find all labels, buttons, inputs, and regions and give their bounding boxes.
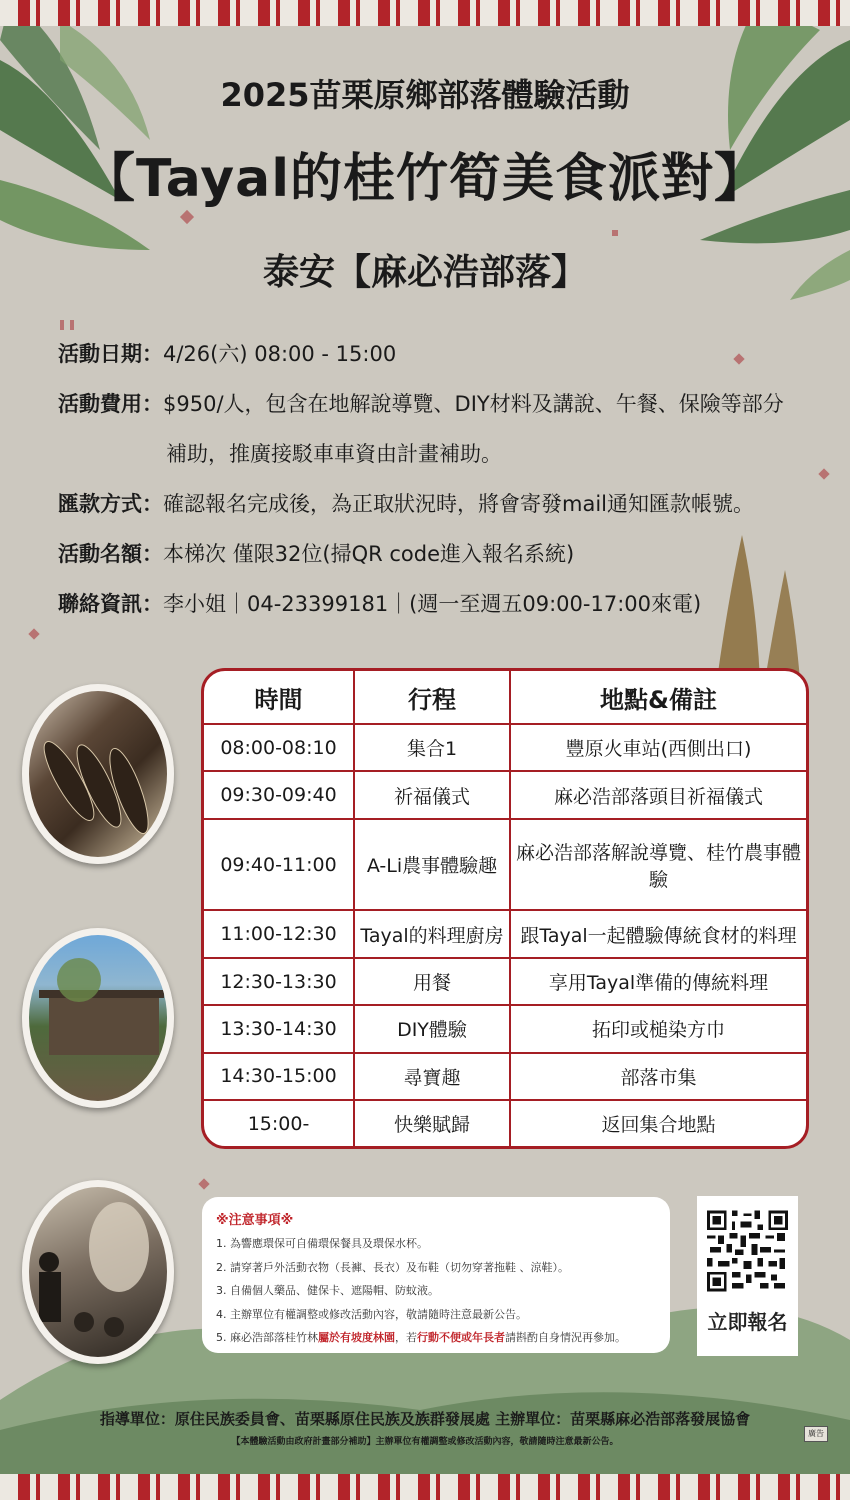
notes-title: ※注意事項※	[216, 1213, 294, 1228]
info-contact-value: 李小姐｜04-23399181｜(週一至週五09:00-17:00來電)	[163, 592, 702, 616]
qr-code-icon[interactable]	[707, 1206, 788, 1296]
row-time: 08:00-08:10	[204, 724, 354, 771]
photo-tribe-guide	[22, 1180, 174, 1364]
table-row	[204, 819, 806, 911]
table-row	[204, 1053, 806, 1100]
note-item-5-part-c: ，若	[395, 1331, 417, 1344]
table-row	[204, 1005, 806, 1052]
info-payment-label: 匯款方式：	[58, 492, 163, 516]
table-row	[204, 958, 806, 1005]
info-contact-label: 聯絡資訊：	[58, 592, 163, 616]
info-date-value: 4/26(六) 08:00 - 15:00	[163, 342, 397, 366]
note-item-5-part-e: 請斟酌自身情況再參加。	[505, 1331, 626, 1344]
row-time: 15:00-	[204, 1100, 354, 1146]
event-series-title: 2025苗栗原鄉部落體驗活動	[220, 76, 630, 114]
note-item-2: 2. 請穿著戶外活動衣物（長褲、長衣）及布鞋（切勿穿著拖鞋 、涼鞋）。	[216, 1260, 569, 1274]
row-activity: 尋寶趣	[354, 1053, 510, 1100]
note-item-1: 1. 為響應環保可自備環保餐具及環保水杯。	[216, 1237, 428, 1250]
row-location: 拓印或槌染方巾	[510, 1005, 806, 1052]
info-fee-value: $950/人，包含在地解說導覽、DIY材料及講說、午餐、保險等部分	[163, 392, 784, 416]
row-activity: 用餐	[354, 958, 510, 1005]
schedule-header-row	[204, 671, 806, 724]
table-row	[204, 1100, 806, 1146]
tribe-guide-image	[29, 1187, 167, 1357]
row-location: 返回集合地點	[510, 1100, 806, 1146]
schedule-table	[204, 671, 806, 1146]
row-time: 12:30-13:30	[204, 958, 354, 1005]
info-quota-label: 活動名額：	[58, 542, 163, 566]
info-quota-value: 本梯次 僅限32位(掃QR code進入報名系統)	[163, 542, 575, 566]
info-payment	[58, 488, 818, 518]
table-row	[204, 771, 806, 818]
row-time: 09:30-09:40	[204, 771, 354, 818]
note-item-5	[216, 1326, 656, 1350]
event-title: 【Tayal的桂竹筍美食派對】	[82, 149, 768, 209]
photo-bamboo-shoots	[22, 684, 174, 864]
event-location-title: 泰安【麻必浩部落】	[262, 252, 587, 293]
bottom-stripe-border	[0, 1474, 850, 1500]
row-time: 14:30-15:00	[204, 1053, 354, 1100]
row-activity: DIY體驗	[354, 1005, 510, 1052]
tribe-house-image	[29, 935, 167, 1101]
info-date	[58, 338, 818, 368]
header-time: 時間	[204, 671, 354, 724]
row-location: 豐原火車站(西側出口)	[510, 724, 806, 771]
ad-tag: 廣告	[804, 1426, 828, 1442]
info-fee-value-cont: 補助，推廣接駁車車資由計畫補助。	[166, 442, 502, 466]
row-activity: 快樂賦歸	[354, 1100, 510, 1146]
row-time: 11:00-12:30	[204, 910, 354, 957]
note-item-5-part-a: 5. 麻必浩部落桂竹林	[216, 1331, 318, 1344]
top-stripe-border	[0, 0, 850, 26]
signup-label[interactable]: 立即報名	[707, 1310, 788, 1334]
disclaimer-text: 【本體驗活動由政府計畫部分補助】主辦單位有權調整或修改活動內容，敬請隨時注意最新公告。	[231, 1437, 619, 1447]
row-location: 部落市集	[510, 1053, 806, 1100]
row-location: 跟Tayal一起體驗傳統食材的料理	[510, 910, 806, 957]
info-fee-label: 活動費用：	[58, 392, 163, 416]
row-time: 13:30-14:30	[204, 1005, 354, 1052]
bamboo-shoots-image	[29, 691, 167, 857]
notes-box	[202, 1197, 670, 1353]
row-time: 09:40-11:00	[204, 819, 354, 911]
note-item-4: 4. 主辦單位有權調整或修改活動內容，敬請隨時注意最新公告。	[216, 1307, 527, 1321]
row-activity: 祈福儀式	[354, 771, 510, 818]
table-row	[204, 910, 806, 957]
row-activity: A-Li農事體驗趣	[354, 819, 510, 911]
row-location: 麻必浩部落頭目祈福儀式	[510, 771, 806, 818]
leaf-decoration-left	[0, 0, 150, 250]
organizers-text: 指導單位：原住民族委員會、苗栗縣原住民族及族群發展處 主辦單位：苗栗縣麻必浩部落發展協會	[99, 1410, 751, 1428]
note-item-5-highlight-elderly: 行動不便或年長者	[417, 1331, 505, 1344]
table-row	[204, 724, 806, 771]
header-itinerary: 行程	[354, 671, 510, 724]
row-activity: Tayal的料理廚房	[354, 910, 510, 957]
photo-tribe-house	[22, 928, 174, 1108]
row-activity: 集合1	[354, 724, 510, 771]
schedule-table-container	[201, 668, 809, 1149]
row-location: 麻必浩部落解說導覽、桂竹農事體驗	[510, 819, 806, 911]
info-quota	[58, 538, 818, 568]
info-contact	[58, 588, 818, 618]
info-date-label: 活動日期：	[58, 342, 163, 366]
header-location-notes: 地點&備註	[510, 671, 806, 724]
info-payment-value: 確認報名完成後，為正取狀況時，將會寄發mail通知匯款帳號。	[163, 492, 754, 516]
info-fee	[58, 388, 818, 418]
row-location: 享用Tayal準備的傳統料理	[510, 958, 806, 1005]
signup-qr-box[interactable]	[697, 1196, 798, 1356]
note-item-5-highlight-slope: 屬於有坡度林園	[318, 1331, 395, 1344]
note-item-3: 3. 自備個人藥品、健保卡、遮陽帽、防蚊液。	[216, 1284, 439, 1297]
